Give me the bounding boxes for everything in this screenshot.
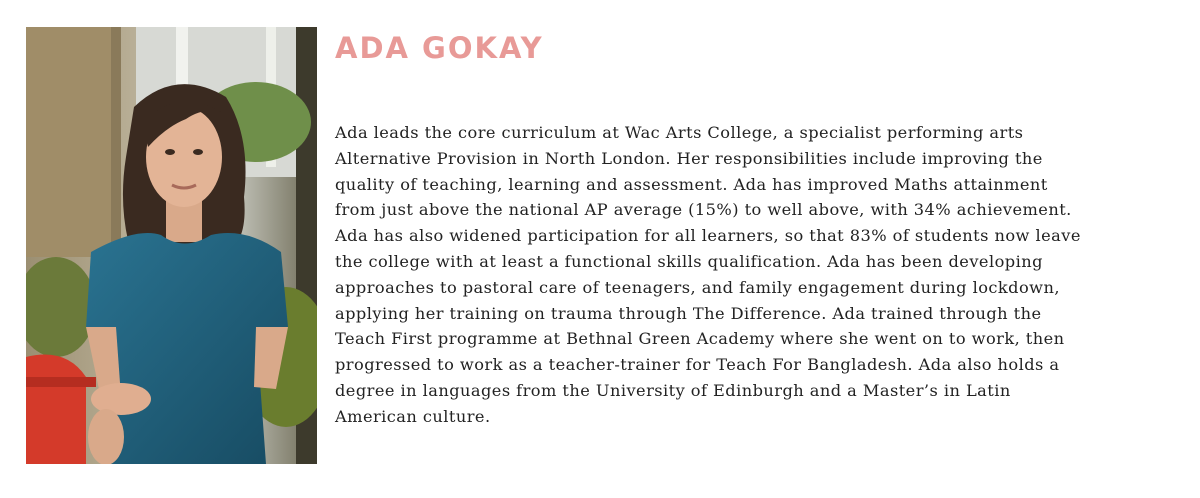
bio-line: Ada leads the core curriculum at Wac Arts College, a specialist performing arts [335, 123, 1024, 142]
bio-line: Alternative Provision in North London. Her responsibilities include improving the [335, 148, 1043, 168]
portrait-photo-icon [26, 27, 317, 464]
bio-line: the college with at least a functional skills qualification. Ada has been developing [335, 251, 1043, 271]
person-name: ADA GOKAY [335, 31, 544, 65]
bio-line: degree in languages from the University of Edinburgh and a Master’s in Latin [335, 380, 1011, 400]
bio-line: progressed to work as a teacher-trainer for Teach For Bangladesh. Ada also holds a [335, 355, 1060, 375]
profile-photo [26, 27, 317, 464]
bio-line: approaches to pastoral care of teenagers, and family engagement during lockdown, [335, 277, 1060, 297]
bio-line: American culture. [335, 406, 491, 426]
bio-line: Teach First programme at Bethnal Green Academy where she went on to work, then [335, 329, 1065, 349]
bio-line: applying her training on trauma through The Difference. Ada trained through the [335, 303, 1042, 323]
bio-line: from just above the national AP average (15%) to well above, with 34% achievement. [335, 200, 1072, 220]
bio-paragraph [335, 120, 1175, 430]
bio-line: quality of teaching, learning and assessment. Ada has improved Maths attainment [335, 174, 1048, 194]
bio-line: Ada has also widened participation for all learners, so that 83% of students now leave [335, 226, 1081, 246]
